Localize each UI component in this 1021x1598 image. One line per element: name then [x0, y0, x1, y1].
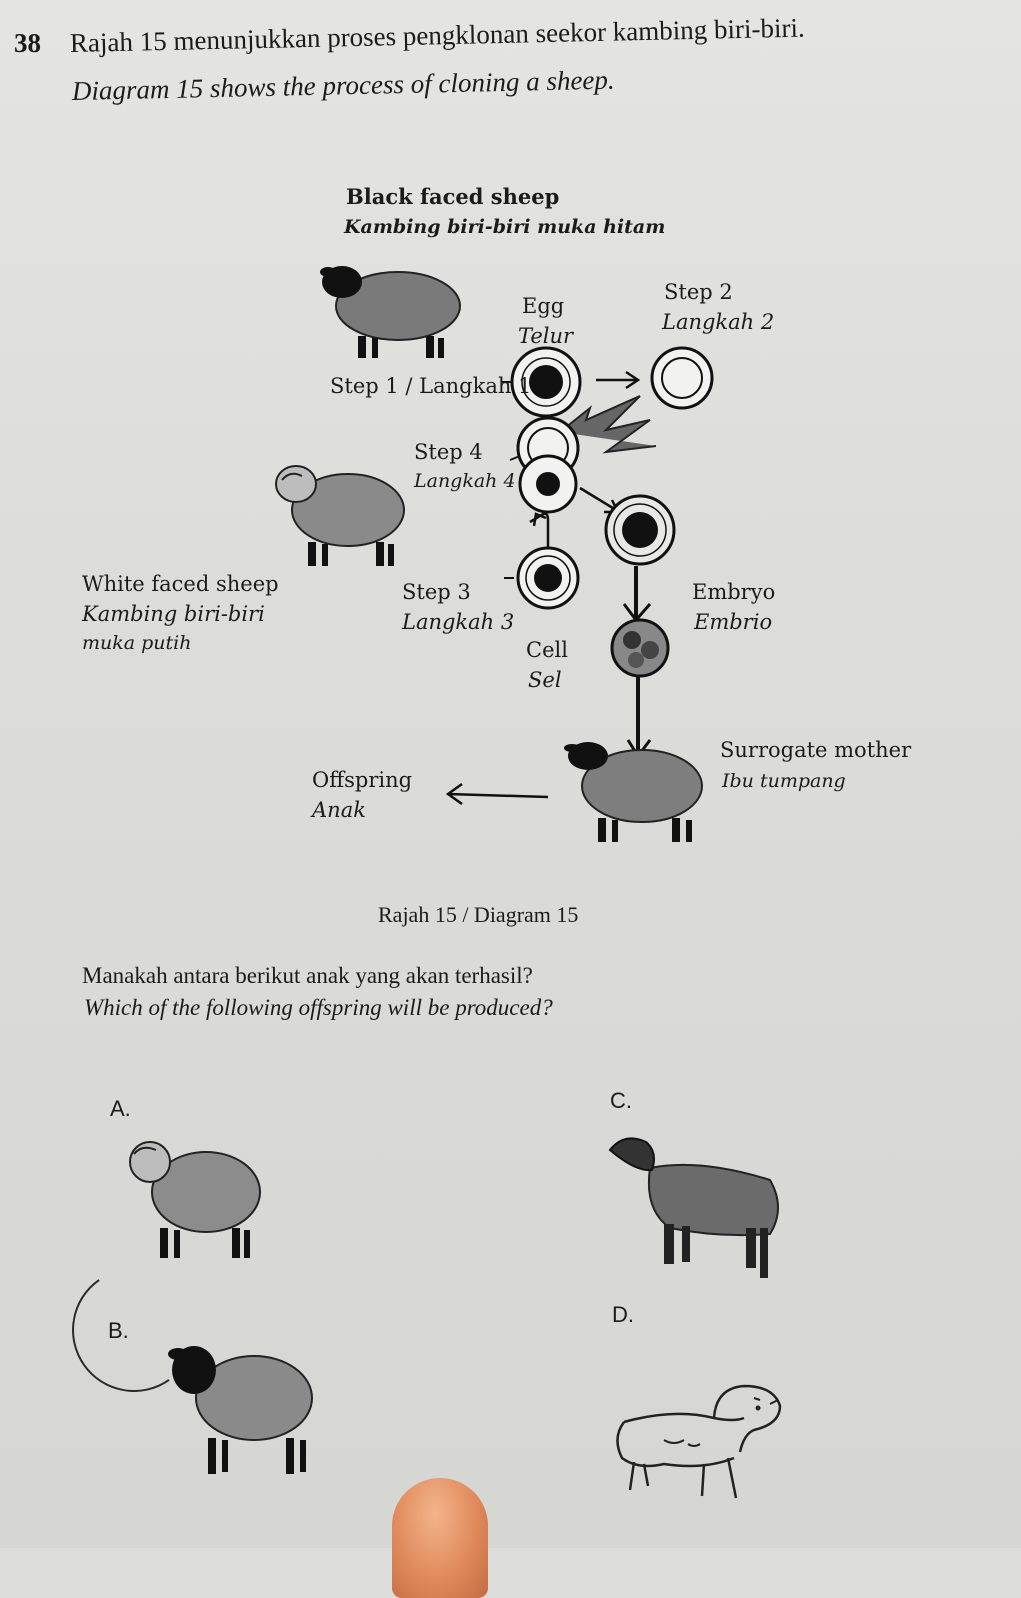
label-black-faced-sheep: Black faced sheep: [346, 184, 560, 209]
prompt-text-ms: Manakah antara berikut anak yang akan terhasil?: [82, 963, 533, 988]
arrow-to-offspring: [448, 784, 548, 804]
label-egg-ms: Telur: [518, 324, 574, 348]
label-step2: Step 2: [664, 280, 733, 304]
label-step3: Step 3: [402, 580, 471, 604]
label-offspring-ms: Anak: [312, 798, 366, 822]
arrow-to-embryo: [624, 566, 650, 620]
label-cell: Cell: [526, 638, 568, 662]
prompt-text-en: Which of the following offspring will be produced?: [84, 995, 553, 1020]
option-b-black-faced-sheep-image[interactable]: [164, 1334, 320, 1484]
option-c-dark-goat-image[interactable]: [600, 1118, 790, 1288]
question-text-ms: Rajah 15 menunjukkan proses pengklonan seekor kambing biri-biri.: [69, 12, 805, 58]
label-surrogate-mother-ms: Ibu tumpang: [722, 770, 846, 792]
label-white-faced-sheep-ms-1: Kambing biri-biri: [82, 602, 265, 626]
white-faced-sheep-image: [268, 456, 408, 576]
label-offspring: Offspring: [312, 768, 413, 792]
label-egg: Egg: [522, 294, 565, 318]
fused-cells-icon: [518, 418, 578, 512]
black-faced-sheep-image: [314, 258, 464, 368]
label-white-faced-sheep-ms-2: muka putih: [82, 632, 192, 654]
label-cell-ms: Sel: [528, 668, 562, 692]
question-text-en: Diagram 15 shows the process of cloning a sheep.: [71, 64, 615, 106]
option-d-lamb-outline-image[interactable]: [604, 1378, 794, 1518]
option-a-white-faced-sheep-image[interactable]: [116, 1130, 266, 1270]
label-step3-ms: Langkah 3: [402, 610, 515, 634]
label-white-faced-sheep: White faced sheep: [82, 572, 279, 596]
question-number: 38: [14, 28, 41, 58]
option-a-label[interactable]: A.: [110, 1096, 131, 1121]
enucleated-egg-icon: [652, 348, 712, 408]
label-step2-ms: Langkah 2: [662, 310, 775, 334]
label-surrogate-mother: Surrogate mother: [720, 738, 912, 762]
label-embryo: Embryo: [692, 580, 776, 604]
label-step4: Step 4: [414, 440, 483, 464]
option-c-label[interactable]: C.: [610, 1088, 632, 1113]
label-embryo-ms: Embrio: [694, 610, 773, 634]
body-cell-icon: [504, 548, 578, 608]
diagram-caption: Rajah 15 / Diagram 15: [378, 902, 579, 927]
arrow-step3-up: [530, 514, 548, 548]
option-b-label[interactable]: B.: [108, 1318, 129, 1343]
dividing-cell-icon: [606, 496, 674, 564]
finger-in-photo: [392, 1478, 488, 1598]
embryo-icon: [612, 620, 668, 676]
arrow-step2: [596, 372, 638, 388]
label-black-faced-sheep-ms: Kambing biri-biri muka hitam: [344, 216, 666, 238]
label-step4-ms: Langkah 4: [414, 470, 516, 492]
surrogate-mother-sheep-image: [560, 736, 710, 848]
option-d-label[interactable]: D.: [612, 1302, 634, 1327]
label-step1: Step 1 / Langkah 1: [330, 374, 532, 398]
